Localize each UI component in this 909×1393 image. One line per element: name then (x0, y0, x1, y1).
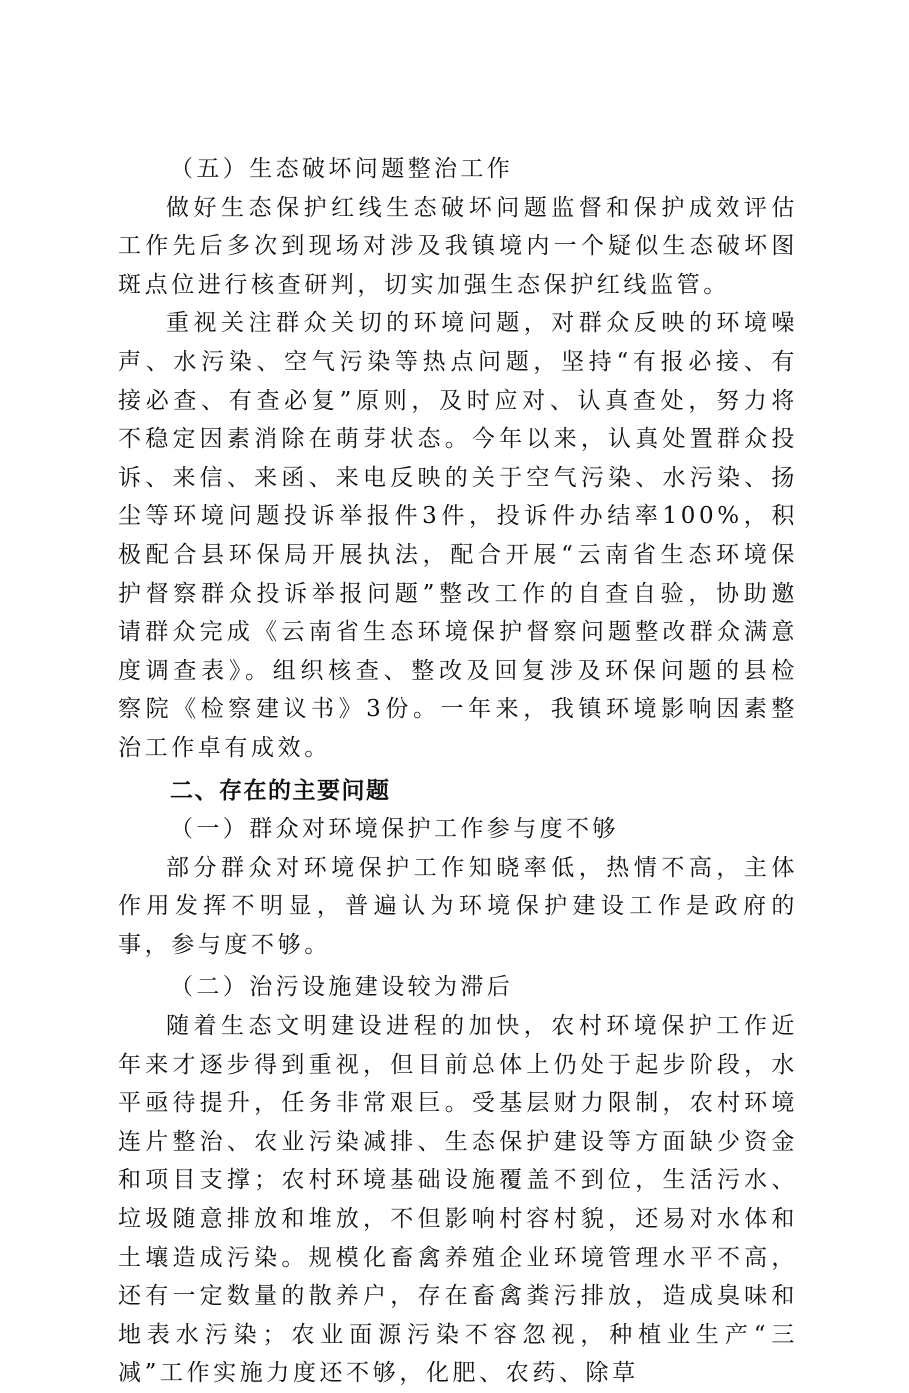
paragraph-pollution-facilities: 随着生态文明建设进程的加快，农村环境保护工作近年来才逐步得到重视，但目前总体上仍处于起步阶段，水平亟待提升，任务非常艰巨。受基层财力限制，农村环境连片整治、农业污染减排、生态保护建设等方面缺少资金和项目支撑；农村环境基础设施覆盖不到位，生活污水、垃圾随意排放和堆放，不但影响村容村貌，还易对水体和土壤造成污染。规模化畜禽养殖企业环境管理水平不高，还有一定数量的散养户，存在畜禽粪污排放，造成臭味和地表水污染；农业面源污染不容忽视，种植业生产“三减”工作实施力度还不够，化肥、农药、除草 (118, 1013, 798, 1387)
section-heading-main-problems: 二、存在的主要问题 (170, 777, 391, 804)
section-heading-ecological-damage: （五）生态破坏问题整治工作 (170, 156, 514, 182)
section-heading-pollution-facilities: （二）治污设施建设较为滞后 (170, 974, 514, 1001)
section-heading-public-participation: （一）群众对环境保护工作参与度不够 (170, 816, 619, 843)
paragraph-public-participation: 部分群众对环境保护工作知晓率低，热情不高，主体作用发挥不明显，普遍认为环境保护建设工作是政府的事，参与度不够。 (118, 854, 798, 958)
paragraph-ecological-redline: 做好生态保护红线生态破坏问题监督和保护成效评估工作先后多次到现场对涉及我镇境内一个疑似生态破坏图斑点位进行核查研判，切实加强生态保护红线监管。 (118, 194, 798, 298)
document-body (118, 150, 798, 1393)
paragraph-public-complaints: 重视关注群众关切的环境问题，对群众反映的环境噪声、水污染、空气污染等热点问题，坚持“有报必接、有接必查、有查必复”原则，及时应对、认真查处，努力将不稳定因素消除在萌芽状态。今年以来，认真处置群众投诉、来信、来函、来电反映的关于空气污染、水污染、扬尘等环境问题投诉举报件3件，投诉件办结率100%，积极配合县环保局开展执法，配合开展“云南省生态环境保护督察群众投诉举报问题”整改工作的自查自验，协助邀请群众完成《云南省生态环境保护督察问题整改群众满意度调查表》。组织核查、整改及回复涉及环保问题的县检察院《检察建议书》3份。一年来，我镇环境影响因素整治工作卓有成效。 (118, 310, 798, 761)
